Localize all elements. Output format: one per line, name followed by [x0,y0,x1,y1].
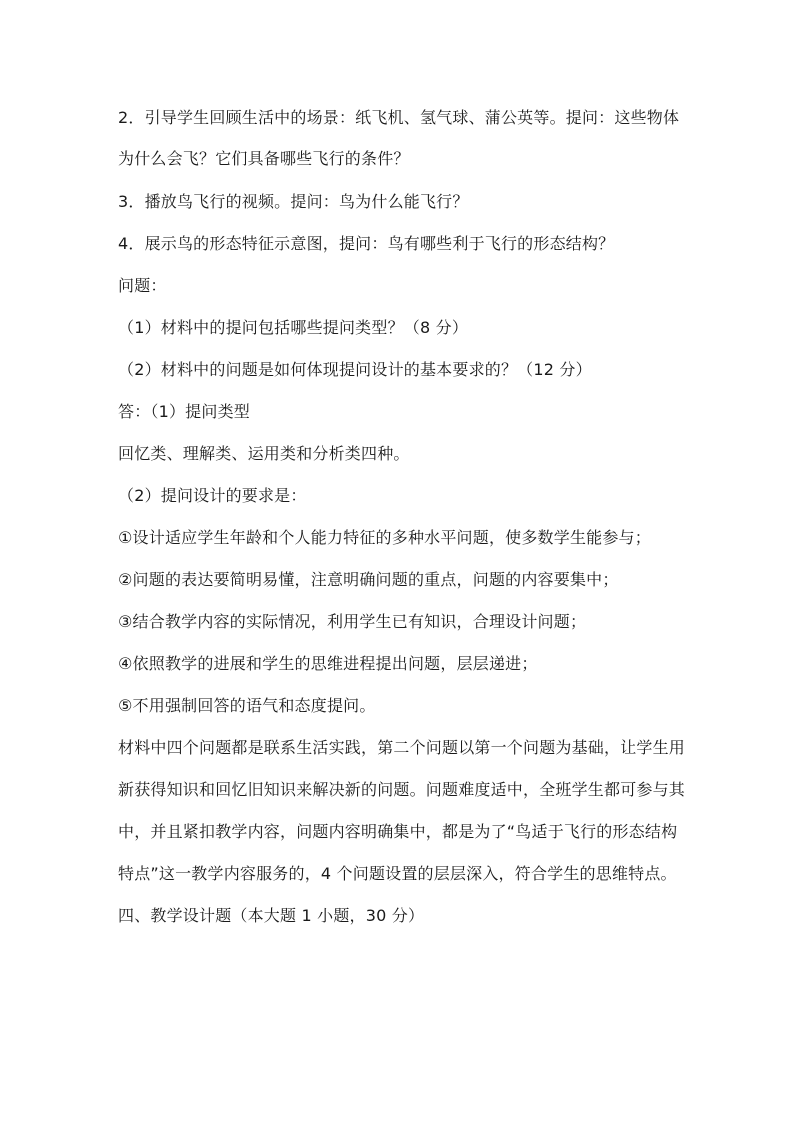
text-line-15: ⑤不用强制回答的语气和态度提问。 [118,696,376,715]
text-line-6: （1）材料中的提问包括哪些提问类型？（8 分） [118,318,469,337]
text-line-3: 3．播放鸟飞行的视频。提问：鸟为什么能飞行？ [118,192,469,211]
text-line-17: 新获得知识和回忆旧知识来解决新的问题。问题难度适中，全班学生都可参与其 [118,780,686,799]
text-line-12: ②问题的表达要简明易懂，注意明确问题的重点，问题的内容要集中； [118,570,619,589]
text-line-9: 回忆类、理解类、运用类和分析类四种。 [118,444,410,463]
text-line-4: 4．展示鸟的形态特征示意图，提问：鸟有哪些利于飞行的形态结构？ [118,234,615,253]
text-line-7: （2）材料中的问题是如何体现提问设计的基本要求的？（12 分） [118,360,592,379]
text-line-1: 2．引导学生回顾生活中的场景：纸飞机、氢气球、蒲公英等。提问：这些物体 [118,108,680,127]
text-line-13: ③结合教学内容的实际情况，利用学生已有知识，合理设计问题； [118,612,587,631]
text-line-19: 特点”这一教学内容服务的，4 个问题设置的层层深入，符合学生的思维特点。 [118,864,677,883]
text-line-8: 答：（1）提问类型 [118,402,250,421]
text-line-5: 问题： [118,276,167,295]
text-line-10: （2）提问设计的要求是： [118,486,307,505]
text-line-18: 中，并且紧扣教学内容，问题内容明确集中，都是为了“鸟适于飞行的形态结构 [118,822,678,841]
text-line-16: 材料中四个问题都是联系生活实践，第二个问题以第一个问题为基础，让学生用 [118,738,686,757]
text-line-14: ④依照教学的进展和学生的思维进程提出问题，层层递进； [118,654,538,673]
section-heading: 四、教学设计题（本大题 1 小题，30 分） [118,906,425,925]
text-line-11: ①设计适应学生年龄和个人能力特征的多种水平问题，使多数学生能参与； [118,528,651,547]
text-line-2: 为什么会飞？它们具备哪些飞行的条件？ [118,149,410,168]
